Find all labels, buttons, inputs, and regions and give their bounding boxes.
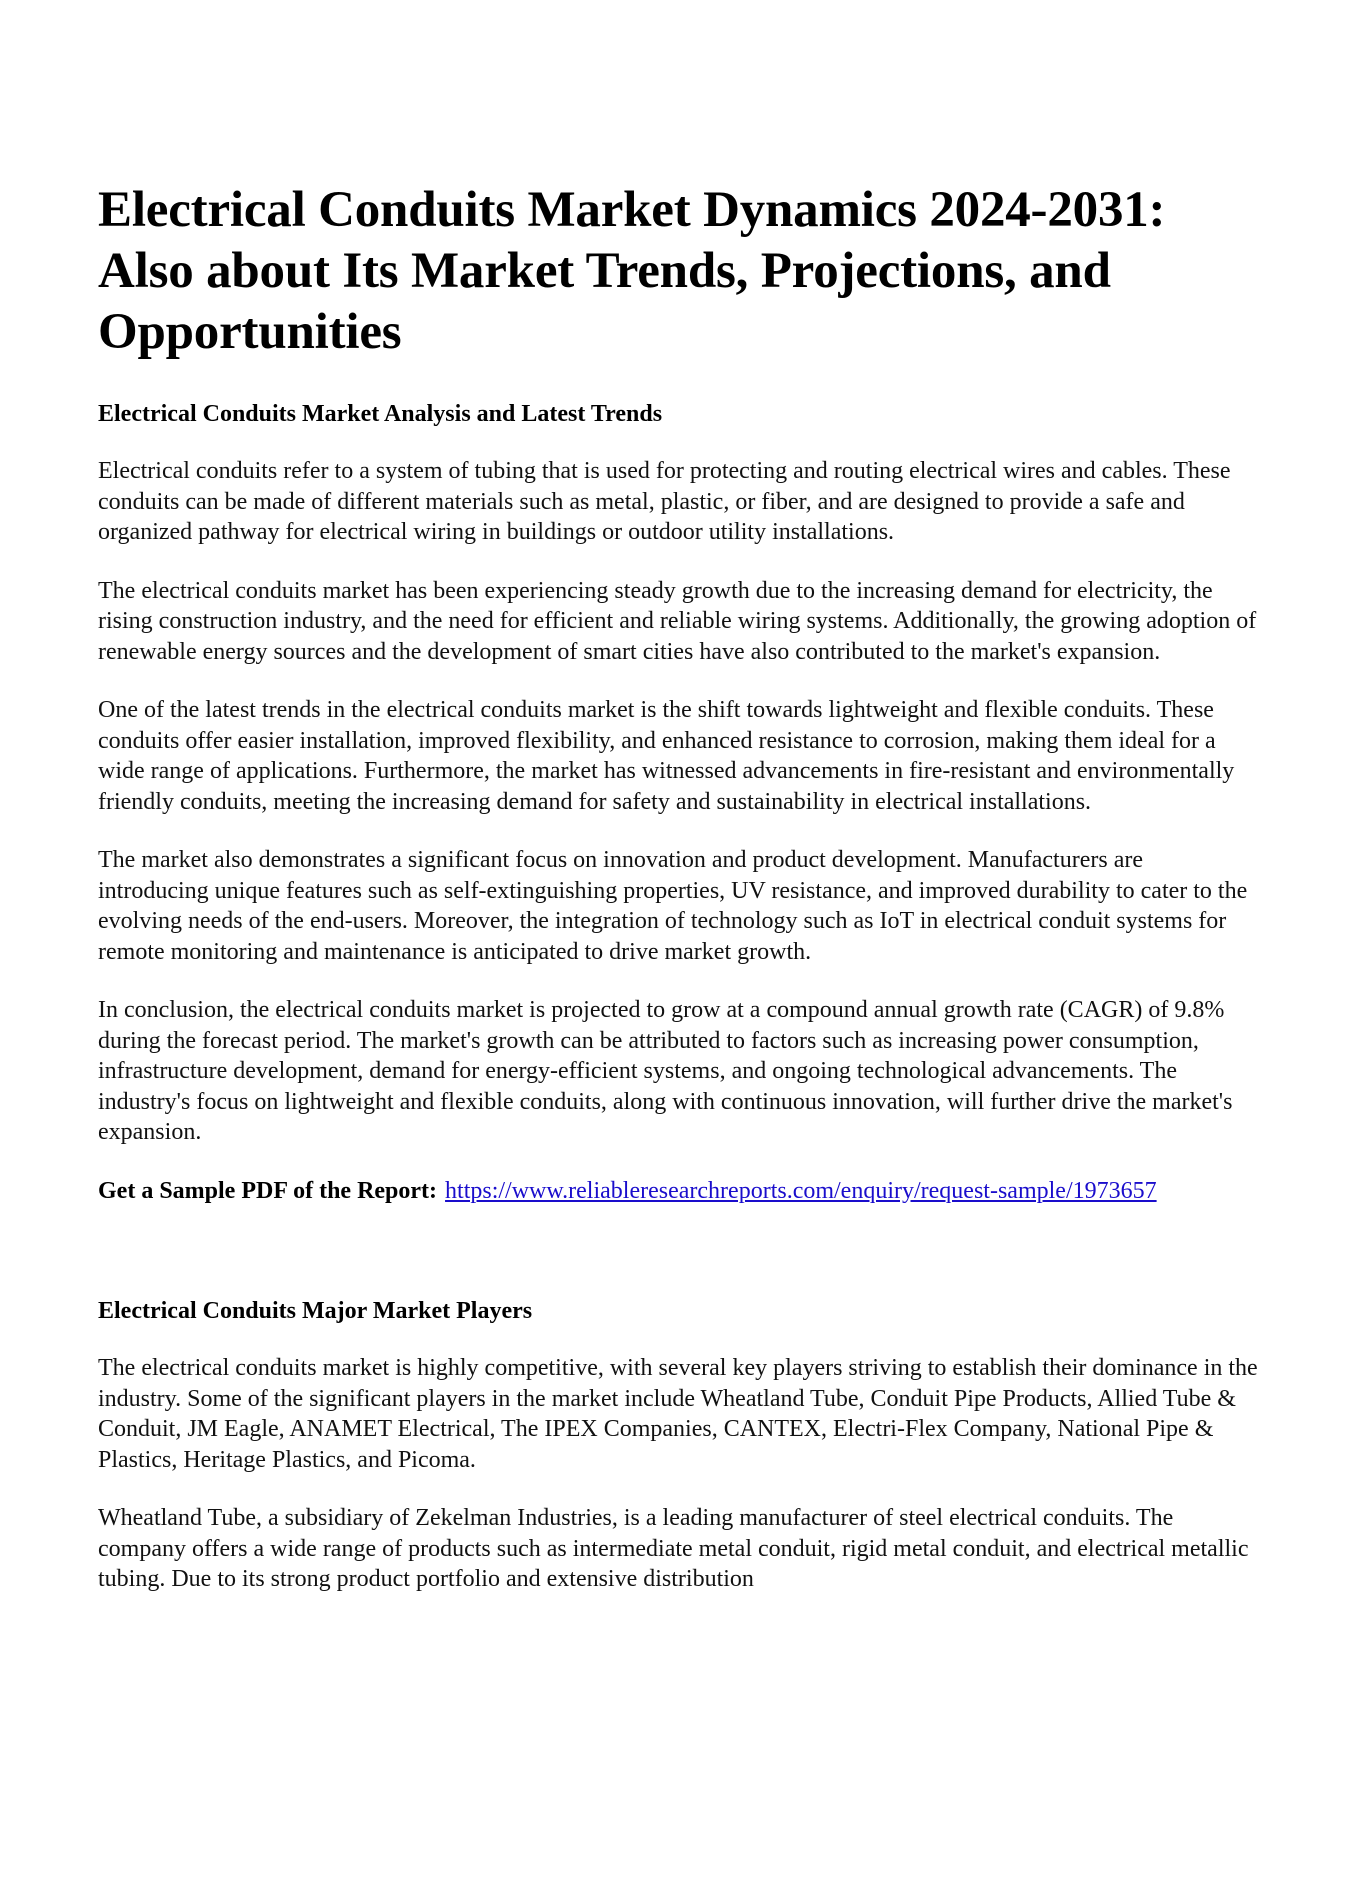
section-heading: Electrical Conduits Market Analysis and Latest Trends bbox=[98, 401, 663, 427]
paragraph: One of the latest trends in the electrical conduits market is the shift towards lightweight and flexible conduits. These conduits offer easier installation, improved flexibility, and enhanced resistance to corrosion, making them ideal for a wide range of applications. Furthermore, the market has witnessed advancements in fire-resistant and environmentally friendly conduits, meeting the increasing demand for safety and sustainability in electrical installations. bbox=[98, 697, 1235, 815]
paragraph: Electrical conduits refer to a system of tubing that is used for protecting and routing electrical wires and cables. These conduits can be made of different materials such as metal, plastic, or fiber, and are designed to provide a safe and organized pathway for electrical wiring in buildings or outdoor utility installations. bbox=[98, 458, 1231, 545]
sample-pdf-line bbox=[98, 1176, 1258, 1207]
sample-pdf-link[interactable]: https://www.reliableresearchreports.com/enquiry/request-sample/1973657 bbox=[445, 1177, 1157, 1204]
paragraph: The electrical conduits market is highly competitive, with several key players striving to establish their dominance in the industry. Some of the significant players in the market include Wheatland Tube, Conduit Pipe Products, Allied Tube & Conduit, JM Eagle, ANAMET Electrical, The IPEX Companies, CANTEX, Electri-Flex Company, National Pipe & Plastics, Heritage Plastics, and Picoma. bbox=[98, 1355, 1258, 1473]
section-market-analysis bbox=[98, 399, 1258, 1206]
paragraph: In conclusion, the electrical conduits market is projected to grow at a compound annual growth rate (CAGR) of 9.8% during the forecast period. The market's growth can be attributed to factors such as increasing power consumption, infrastructure development, demand for energy-efficient systems, and ongoing technological advancements. The industry's focus on lightweight and flexible conduits, along with continuous innovation, will further drive the market's expansion. bbox=[98, 997, 1233, 1145]
section-heading: Electrical Conduits Major Market Players bbox=[98, 1298, 533, 1324]
paragraph: The market also demonstrates a significant focus on innovation and product development. Manufacturers are introducing unique features such as self-extinguishing properties, UV resistance, and improved durability to cater to the evolving needs of the end-users. Moreover, the integration of technology such as IoT in electrical conduit systems for remote monitoring and maintenance is anticipated to drive market growth. bbox=[98, 847, 1248, 965]
document-page bbox=[98, 180, 1258, 1623]
document-title: Electrical Conduits Market Dynamics 2024-2031: Also about Its Market Trends, Projections, and Opportunities bbox=[98, 182, 1166, 360]
section-major-players bbox=[98, 1296, 1258, 1595]
paragraph: The electrical conduits market has been experiencing steady growth due to the increasing demand for electricity, the rising construction industry, and the need for efficient and reliable wiring systems. Additionally, the growing adoption of renewable energy sources and the development of smart cities have also contributed to the market's expansion. bbox=[98, 577, 1257, 665]
sample-pdf-label: Get a Sample PDF of the Report: bbox=[98, 1177, 438, 1204]
paragraph: Wheatland Tube, a subsidiary of Zekelman Industries, is a leading manufacturer of steel electrical conduits. The company offers a wide range of products such as intermediate metal conduit, rigid metal conduit, and electrical metallic tubing. Due to its strong product portfolio and extensive distribution bbox=[98, 1505, 1249, 1592]
